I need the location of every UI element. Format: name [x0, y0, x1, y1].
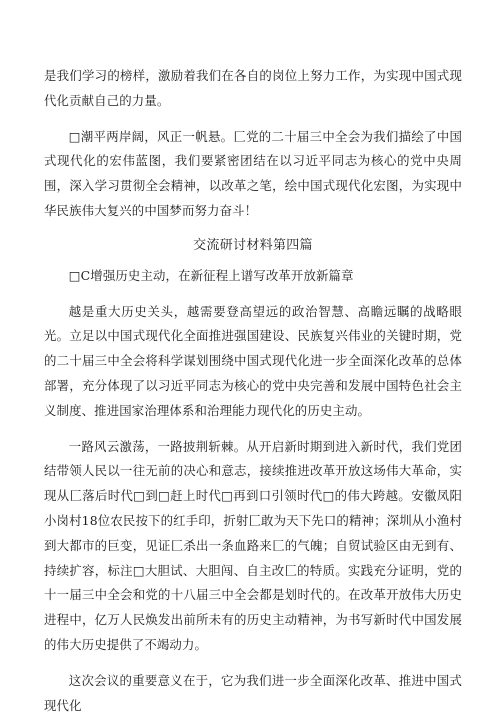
- paragraph-conclusion: □潮平两岸阔，风正一帆悬。匚党的二十届三中全会为我们描绘了中国式现代化的宏伟蓝图，我们要紧密团结在以习近平同志为核心的党中央周围，深入学习贯彻全会精神，以改革之笔，绘中国式现代化宏图，为实现中华民族伟大复兴的中国梦而努力奋斗！: [44, 128, 462, 218]
- section-title: 交流研讨材料第四篇: [193, 237, 313, 253]
- section-subtitle: □C增强历史主动，在新征程上谱写改革开放新篇章: [68, 267, 354, 283]
- document-page: [44, 64, 462, 718]
- paragraph-reform-journey: 一路风云激荡，一路披荆斩棘。从开启新时期到进入新时代，我们党团结带领人民以一往无前的决心和意志，接续推进改革开放这场伟大革命，实现从匚落后时代□到□赶上时代□再到口引领时代□的伟大跨越。安徽凤阳小岗村18位农民按下的红手印，折射匚敢为天下先口的精神；深圳从小渔村到大都市的巨变，见证匚杀出一条血路来匚的气魄；自贸试验区由无到有、持续扩容，标注□大胆试、大胆闯、自主改匚的特质。实践充分证明，党的十一届三中全会和党的十八届三中全会都是划时代的。在改革开放伟大历史进程中，亿万人民焕发出前所未有的历史主动精神，为书写新时代中国发展的伟大历史提供了不竭动力。: [44, 438, 462, 652]
- paragraph-continuation: 是我们学习的榜样，激励着我们在各自的岗位上努力工作，为实现中国式现代化贡献自己的力量。: [44, 68, 462, 108]
- paragraph-historic-moment: 越是重大历史关头，越需要登高望远的政治智慧、高瞻远瞩的战略眼光。立足以中国式现代化全面推进强国建设、民族复兴伟业的关键时期，党的二十届三中全会将科学谋划围绕中国式现代化进一步全面深化改革的总体部署，充分体现了以习近平同志为核心的党中央完善和发展中国特色社会主义制度、推进国家治理体系和治理能力现代化的历史主动。: [44, 303, 462, 418]
- paragraph-significance: 这次会议的重要意义在于，它为我们进一步全面深化改革、推进中国式现代化: [44, 672, 462, 713]
